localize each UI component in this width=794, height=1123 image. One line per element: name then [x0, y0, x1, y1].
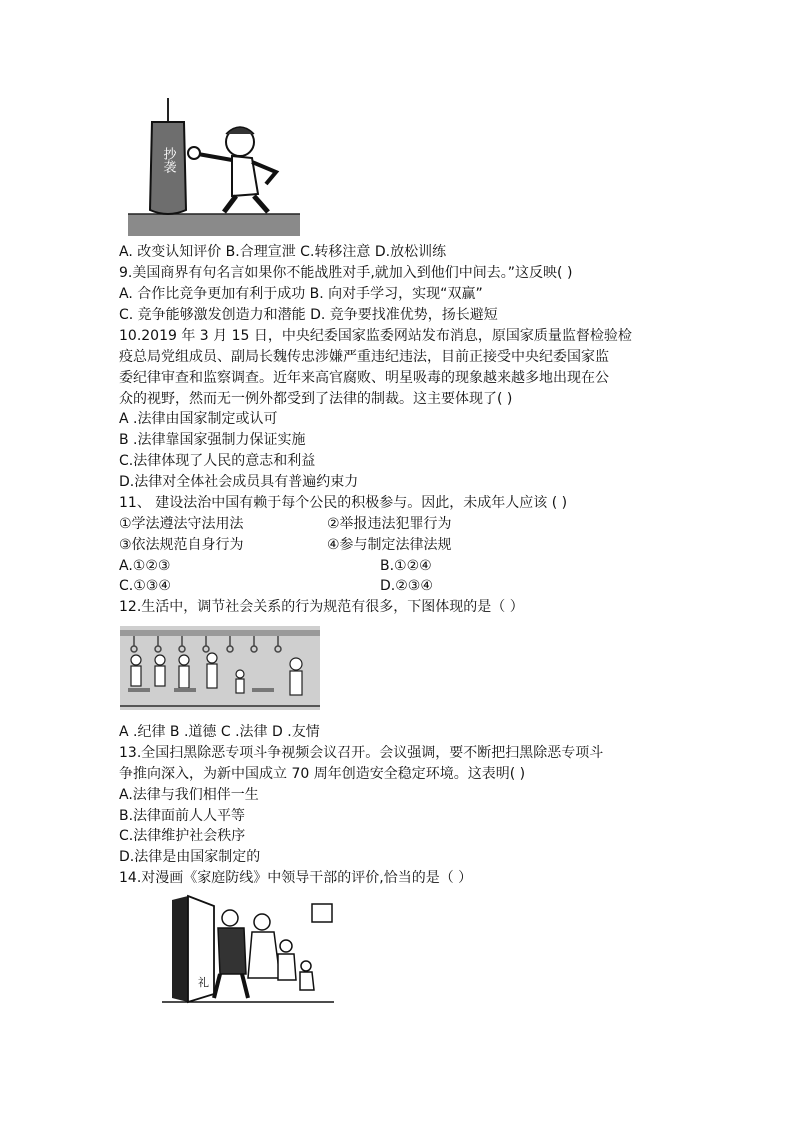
q9-options-ab: A. 合作比竞争更加有利于成功 B. 向对手学习，实现“双赢” — [119, 286, 483, 302]
cartoon-bus-scene — [120, 626, 320, 710]
q11-item-2: ②举报违法犯罪行为 — [327, 516, 452, 532]
cartoon-family-defense-line — [162, 894, 334, 1006]
q10-option-b: B .法律靠国家强制力保证实施 — [119, 432, 306, 448]
q11-options-row1 — [119, 556, 679, 577]
q11-item-1: ①学法遵法守法用法 — [119, 516, 244, 532]
bag-label: 抄袭 — [160, 147, 176, 173]
bus-interior — [120, 626, 320, 710]
q10-stem-line2: 疫总局党组成员、副局长魏传忠涉嫌严重违纪违法，目前正接受中央纪委国家监 — [119, 349, 609, 365]
q10-option-d: D.法律对全体社会成员具有普遍约束力 — [119, 474, 359, 490]
q11-items-row1 — [119, 514, 679, 535]
q10-option-c: C.法律体现了人民的意志和利益 — [119, 453, 316, 469]
q8-options: A. 改变认知评价 B.合理宣泄 C.转移注意 D.放松训练 — [119, 244, 447, 260]
q11-item-3: ③依法规范自身行为 — [119, 537, 244, 553]
ground-shade — [128, 214, 300, 236]
q9-stem: 9.美国商界有句名言如果你不能战胜对手,就加入到他们中间去。”这反映( ) — [119, 265, 573, 281]
q11-items-row2 — [119, 535, 679, 556]
q11-option-a: A.①②③ — [119, 558, 171, 574]
q11-option-b: B.①②④ — [380, 558, 432, 574]
man-arm — [198, 154, 232, 160]
q10-stem-line4: 众的视野，然而无一例外都受到了法律的制裁。这主要体现了( ) — [119, 391, 513, 407]
q12-options: A .纪律 B .道德 C .法律 D .友情 — [119, 724, 320, 740]
door-frame — [172, 896, 188, 1002]
q9-options-cd: C. 竞争能够激发创造力和潜能 D. 竞争要找准优势，扬长避短 — [119, 307, 498, 323]
q11-item-4: ④参与制定法律法规 — [327, 537, 452, 553]
q13-stem-line2: 争推向深入，为新中国成立 70 周年创造安全稳定环境。这表明( ) — [119, 766, 526, 782]
door-label: 礼 — [198, 976, 209, 989]
q11-option-c: C.①③④ — [119, 578, 171, 594]
q10-stem-line1: 10.2019 年 3 月 15 日，中央纪委国家监委网站发布消息，原国家质量监督检验检 — [119, 328, 632, 344]
q10-stem-line3: 委纪律审查和监察调查。近年来高官腐败、明星吸毒的现象越来越多地出现在公 — [119, 370, 609, 386]
q11-options-row2 — [119, 576, 679, 597]
picture-frame — [312, 904, 332, 922]
q12-stem: 12.生活中，调节社会关系的行为规范有很多，下图体现的是（ ） — [119, 599, 524, 615]
q11-option-d: D.②③④ — [380, 578, 433, 594]
family-members — [214, 910, 314, 998]
q13-option-c: C.法律维护社会秩序 — [119, 828, 246, 844]
cartoon-punching-bag — [128, 98, 300, 238]
q13-option-b: B.法律面前人人平等 — [119, 808, 246, 824]
q10-option-a: A .法律由国家制定或认可 — [119, 411, 278, 427]
q14-stem: 14.对漫画《家庭防线》中领导干部的评价,恰当的是（ ） — [119, 870, 473, 886]
q13-option-a: A.法律与我们相伴一生 — [119, 787, 259, 803]
q11-stem: 11、 建设法治中国有赖于每个公民的积极参与。因此，未成年人应该 ( ) — [119, 495, 568, 511]
q13-option-d: D.法律是由国家制定的 — [119, 849, 261, 865]
q13-stem-line1: 13.全国扫黑除恶专项斗争视频会议召开。会议强调，要不断把扫黑除恶专项斗 — [119, 745, 604, 761]
